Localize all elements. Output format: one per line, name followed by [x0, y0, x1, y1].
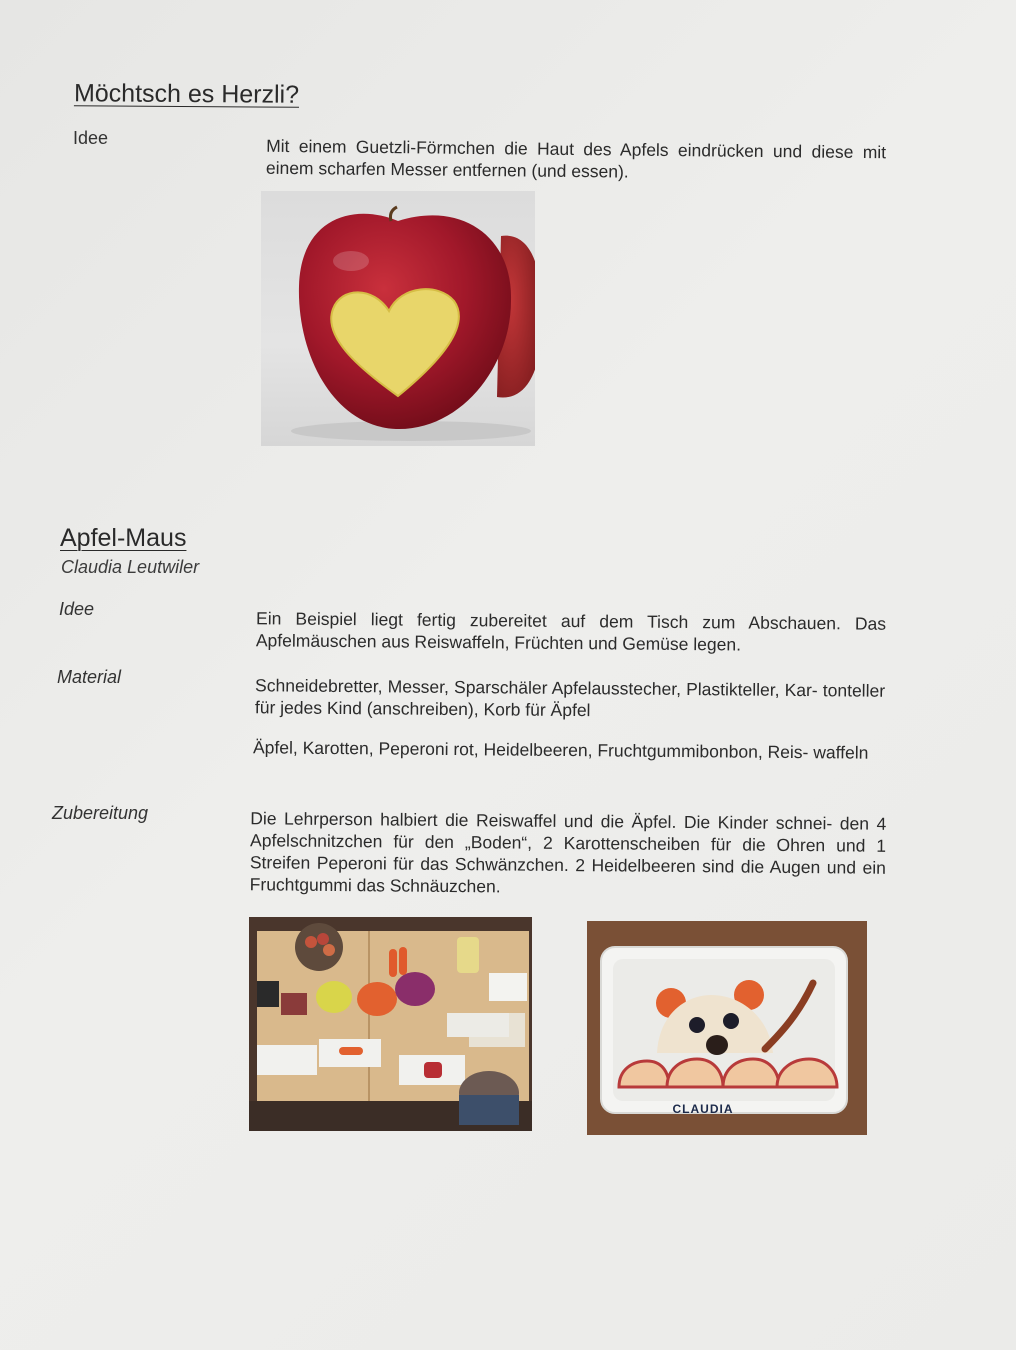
idee-text-2: Ein Beispiel liegt fertig zubereitet auf dem Tisch zum Abschauen. Das Apfelmäuschen aus Reiswaffeln, Früchten und Gemüse legen.	[255, 608, 887, 655]
section-title-apfel-maus: Apfel-Maus	[60, 524, 187, 552]
zubereitung-text: Die Lehrperson halbiert die Reiswaffel und die Äpfel. Die Kinder schnei- den 4 Apfelschnitzchen für den „Boden“, 2 Karottenscheiben für die Ohren und 1 Streifen Peperoni für das Schwänzchen. 2 Heidelbeeren sind die Augen und ein Fruchtgummi das Schnäuzchen.	[249, 808, 887, 897]
author-name: Claudia Leutwiler	[61, 557, 200, 577]
table-setup-photo	[249, 917, 532, 1131]
plate-name-label: CLAUDIA	[672, 1102, 734, 1116]
idee-label-2: Idee	[59, 599, 95, 619]
material-text-1: Schneidebretter, Messer, Sparschäler Apfelausstecher, Plastikteller, Kar- tonteller für jedes Kind (anschreiben), Korb für Äpfel	[254, 675, 886, 721]
heart-apple-illustration	[261, 191, 535, 446]
table-setup-illustration	[249, 917, 532, 1131]
material-label: Material	[57, 667, 122, 687]
idee-label-1: Idee	[73, 128, 109, 148]
heart-apple-photo	[261, 191, 535, 446]
material-text-2: Äpfel, Karotten, Peperoni rot, Heidelbeeren, Fruchtgummibonbon, Reis- waffeln	[252, 737, 869, 763]
apple-mouse-plate-photo	[587, 921, 867, 1135]
zubereitung-label: Zubereitung	[52, 803, 149, 823]
idee-text-1: Mit einem Guetzli-Förmchen die Haut des Apfels eindrücken und diese mit einem scharfen Messer entfernen (und essen).	[265, 135, 887, 182]
apple-mouse-illustration	[587, 921, 867, 1135]
section-title-herzli: Möchtsch es Herzli?	[73, 79, 300, 109]
